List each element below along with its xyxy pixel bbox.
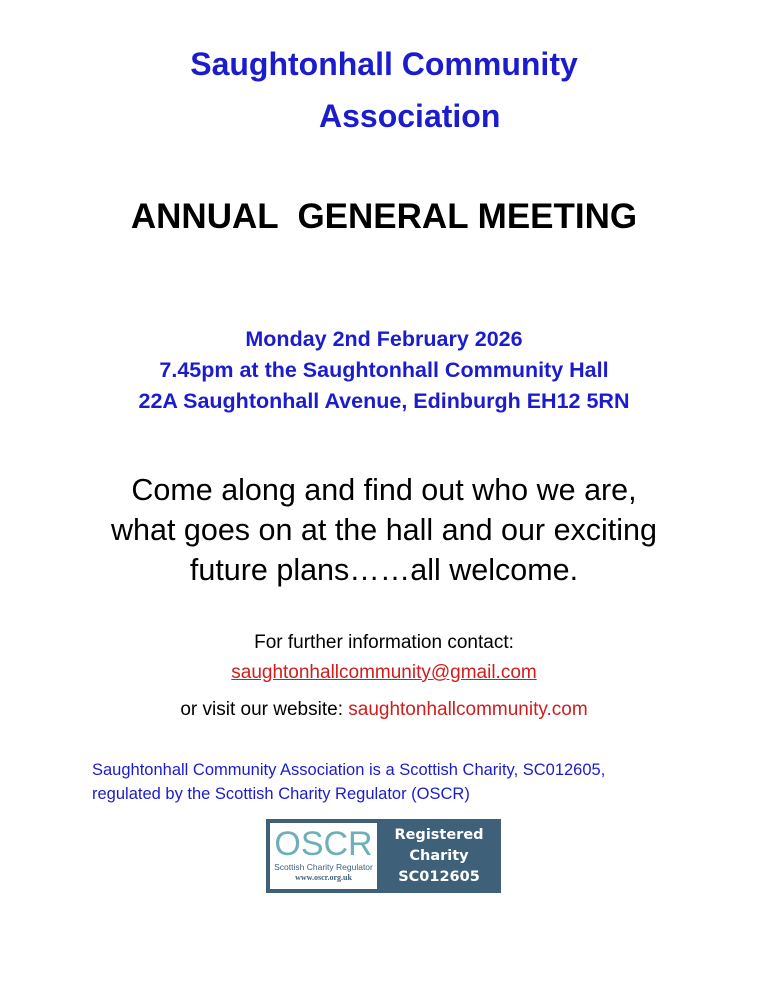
charity-line1: Saughtonhall Community Association is a Scottish Charity, SC012605, xyxy=(92,761,606,779)
oscr-logo-subtitle: Scottish Charity Regulator xyxy=(274,862,373,872)
website-link[interactable]: saughtonhallcommunity.com xyxy=(348,699,588,720)
org-name-line2: Association xyxy=(319,98,501,134)
badge-line1: Registered xyxy=(394,826,484,843)
charity-line2: regulated by the Scottish Charity Regulator (OSCR) xyxy=(92,785,470,803)
badge-line3: SC012605 xyxy=(398,868,480,885)
event-details xyxy=(0,324,768,417)
oscr-registered-charity-badge xyxy=(266,819,501,893)
website-line xyxy=(0,695,768,725)
badge-line2: Charity xyxy=(409,847,469,864)
intro-line3: future plans……all welcome. xyxy=(189,553,579,587)
event-address: 22A Saughtonhall Avenue, Edinburgh EH12 5RN xyxy=(138,389,630,413)
contact-label: For further information contact: xyxy=(254,632,514,653)
event-date: Monday 2nd February 2026 xyxy=(245,327,523,351)
oscr-logo-text: OSCR xyxy=(274,825,373,863)
org-name-line1: Saughtonhall Community xyxy=(190,46,578,82)
badge-text xyxy=(377,819,501,893)
intro-text xyxy=(0,470,768,590)
contact-block xyxy=(0,628,768,688)
event-time-venue: 7.45pm at the Saughtonhall Community Hall xyxy=(159,358,609,382)
oscr-logo xyxy=(270,823,377,889)
oscr-logo-url: www.oscr.org.uk xyxy=(295,873,352,882)
meeting-title: ANNUAL GENERAL MEETING xyxy=(130,197,638,236)
charity-statement xyxy=(92,758,712,806)
intro-line1: Come along and find out who we are, xyxy=(131,473,637,507)
intro-line2: what goes on at the hall and our exciting xyxy=(111,513,657,547)
contact-email-link[interactable]: saughtonhallcommunity@gmail.com xyxy=(231,662,537,683)
website-prefix: or visit our website: xyxy=(180,699,349,720)
